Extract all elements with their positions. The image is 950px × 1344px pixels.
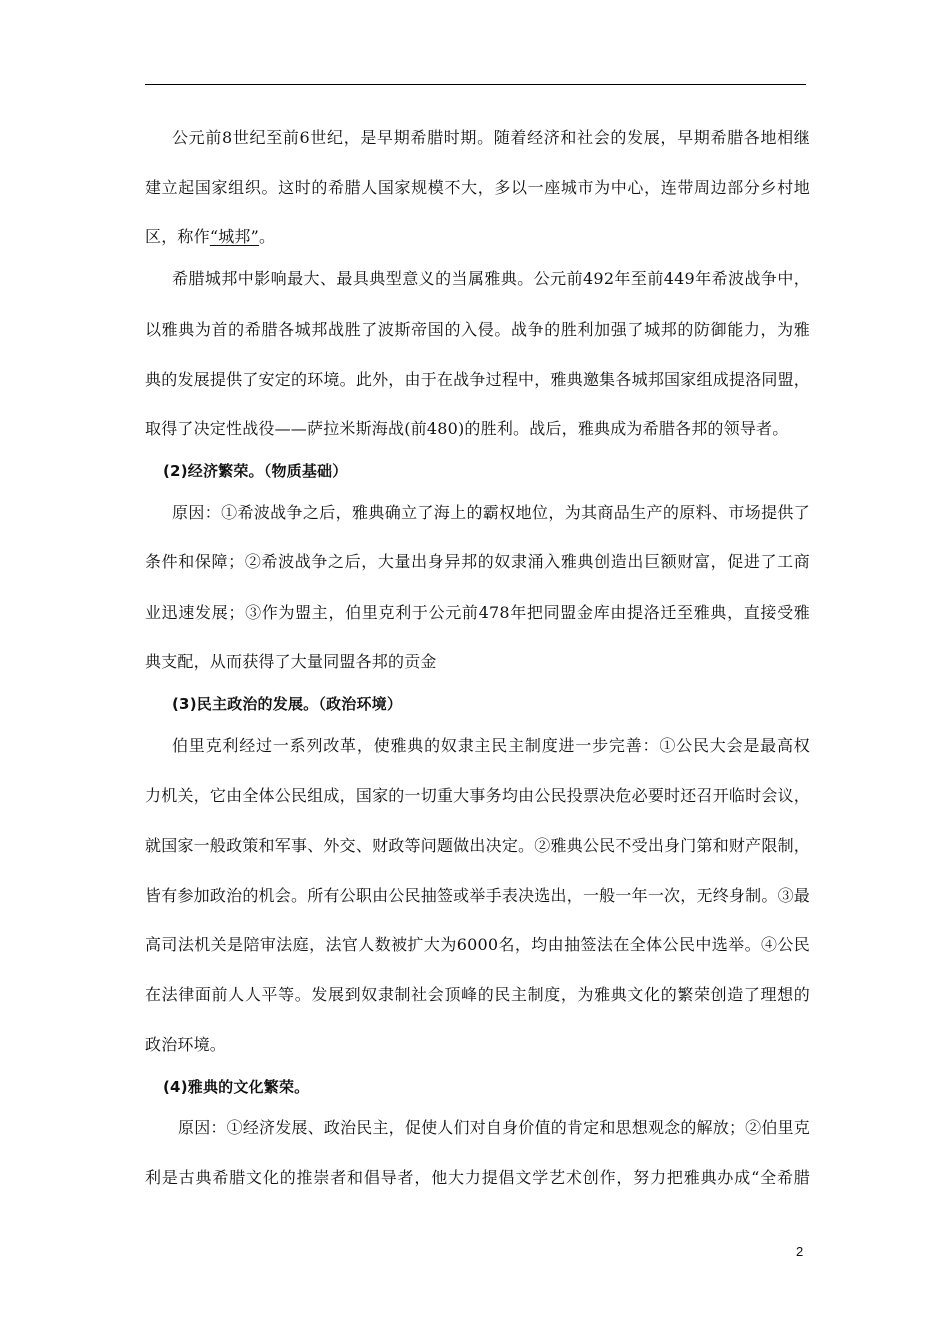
paragraph-line: 力机关，它由全体公民组成，国家的一切重大事务均由公民投票决危必要时还召开临时会议，: [145, 786, 810, 805]
paragraph-line: 建立起国家组织。这时的希腊人国家规模不大，多以一座城市为中心，连带周边部分乡村地: [145, 178, 810, 197]
paragraph-line: 取得了决定性战役——萨拉米斯海战(前480)的胜利。战后，雅典成为希腊各邦的领导者。: [145, 419, 789, 438]
paragraph-line: 利是古典希腊文化的推崇者和倡导者，他大力提倡文学艺术创作，努力把雅典办成“全希腊: [145, 1168, 810, 1187]
paragraph-line: 业迅速发展；③作为盟主，伯里克利于公元前478年把同盟金库由提洛迁至雅典，直接受雅: [145, 603, 810, 622]
paragraph-line: 就国家一般政策和军事、外交、财政等问题做出决定。②雅典公民不受出身门第和财产限制，: [145, 836, 810, 855]
paragraph-line: 政治环境。: [145, 1035, 227, 1054]
paragraph-text: 。: [258, 227, 276, 246]
paragraph-line: 皆有参加政治的机会。所有公职由公民抽签或举手表决选出，一般一年一次，无终身制。③最: [145, 886, 810, 905]
section-heading: (2)经济繁荣。（物质基础）: [163, 462, 348, 480]
paragraph-line: 条件和保障；②希波战争之后，大量出身异邦的奴隶涌入雅典创造出巨额财富，促进了工商: [145, 552, 810, 571]
section-heading: (3)民主政治的发展。（政治环境）: [172, 695, 403, 713]
paragraph-line: 典支配，从而获得了大量同盟各邦的贡金: [145, 652, 437, 671]
paragraph-text: 区，称作: [145, 227, 210, 246]
paragraph-line: 以雅典为首的希腊各城邦战胜了波斯帝国的入侵。战争的胜利加强了城邦的防御能力，为雅: [145, 320, 810, 339]
paragraph-line: 在法律面前人人平等。发展到奴隶制社会顶峰的民主制度，为雅典文化的繁荣创造了理想的: [145, 985, 810, 1004]
paragraph-line: 公元前8世纪至前6世纪，是早期希腊时期。随着经济和社会的发展，早期希腊各地相继: [172, 128, 810, 147]
paragraph-line: 原因：①希波战争之后，雅典确立了海上的霸权地位，为其商品生产的原料、市场提供了: [172, 503, 810, 522]
paragraph-line: 典的发展提供了安定的环境。此外，由于在战争过程中，雅典邀集各城邦国家组成提洛同盟，: [145, 370, 810, 389]
paragraph-line: 希腊城邦中影响最大、最具典型意义的当属雅典。公元前492年至前449年希波战争中，: [172, 269, 810, 288]
city-state-term: “城邦”: [209, 227, 259, 246]
section-heading: (4)雅典的文化繁荣。: [163, 1078, 310, 1096]
page-number: 2: [796, 1244, 804, 1259]
header-rule: [145, 84, 806, 85]
paragraph-line: 伯里克利经过一系列改革，使雅典的奴隶主民主制度进一步完善：①公民大会是最高权: [172, 736, 810, 755]
paragraph-line: [145, 227, 810, 247]
paragraph-line: 高司法机关是陪审法庭，法官人数被扩大为6000名，均由抽签法在全体公民中选举。④公民: [145, 935, 810, 954]
paragraph-line: 原因：①经济发展、政治民主，促使人们对自身价值的肯定和思想观念的解放；②伯里克: [178, 1118, 810, 1137]
